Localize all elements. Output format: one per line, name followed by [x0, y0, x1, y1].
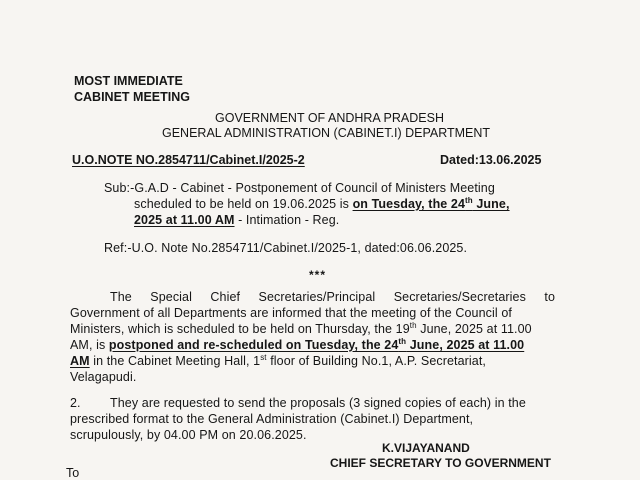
uo-note-number: U.O.NOTE NO.2854711/Cabinet.I/2025-2 — [72, 153, 305, 167]
meeting-type-label: CABINET MEETING — [74, 90, 190, 104]
department-heading: GENERAL ADMINISTRATION (CABINET.I) DEPARTMENT — [162, 126, 491, 140]
rescheduled-time-end: AM — [70, 354, 90, 368]
para1-word: Secretaries/Secretaries — [393, 290, 526, 304]
government-heading: GOVERNMENT OF ANDHRA PRADESH — [215, 111, 444, 125]
para1-word: Chief — [210, 290, 241, 304]
para1-line-4: AM, is postponed and re-scheduled on Tuesday, the 24th June, 2025 at 11.00 — [70, 336, 525, 352]
para1-word: Special — [150, 290, 192, 304]
signatory-designation: CHIEF SECRETARY TO GOVERNMENT — [330, 456, 551, 470]
subject-line-1: Sub:-G.A.D - Cabinet - Postponement of Council of Ministers Meeting — [104, 181, 495, 195]
reference-line: Ref:-U.O. Note No.2854711/Cabinet.I/2025-1, dated:06.06.2025. — [104, 241, 468, 255]
para1-line-3: Ministers, which is scheduled to be held on Thursday, the 19th June, 2025 at 11.00 — [70, 320, 532, 336]
para1-line-2: Government of all Departments are informed that the meeting of the Council of — [70, 306, 512, 320]
subject-new-time: 2025 at 11.00 AM — [134, 213, 235, 227]
subject-text: scheduled to be held on 19.06.2025 is — [134, 197, 353, 211]
priority-label: MOST IMMEDIATE — [74, 74, 183, 88]
para1-word: Secretaries/Principal — [258, 290, 376, 304]
separator-stars: *** — [309, 268, 327, 282]
subject-line-3 — [134, 213, 339, 227]
para1-line-5: AM in the Cabinet Meeting Hall, 1st floor of Building No.1, A.P. Secretariat, — [70, 352, 487, 368]
para2-line-3: scrupulously, by 04.00 PM on 20.06.2025. — [70, 428, 307, 442]
para1-line-6: Velagapudi. — [70, 370, 137, 384]
para1-word: The — [110, 290, 132, 304]
rescheduled-notice: postponed and re-scheduled on Tuesday, the 24th June, 2025 at 11.00 — [108, 336, 525, 352]
subject-line-2 — [134, 197, 510, 211]
para2-line-1: They are requested to send the proposals (3 signed copies of each) in the — [110, 396, 526, 410]
recipient-label-partial: To — [66, 466, 80, 480]
para2-line-2: prescribed format to the General Administration (Cabinet.I) Department, — [70, 412, 474, 426]
para1-line-1 — [110, 290, 555, 304]
signatory-name: K.VIJAYANAND — [382, 441, 470, 455]
para2-number: 2. — [70, 396, 81, 410]
subject-suffix: - Intimation - Reg. — [234, 213, 340, 227]
document-date: Dated:13.06.2025 — [440, 153, 542, 167]
subject-new-date: on Tuesday, the 24th June, — [352, 195, 510, 211]
para1-word: to — [544, 290, 555, 304]
